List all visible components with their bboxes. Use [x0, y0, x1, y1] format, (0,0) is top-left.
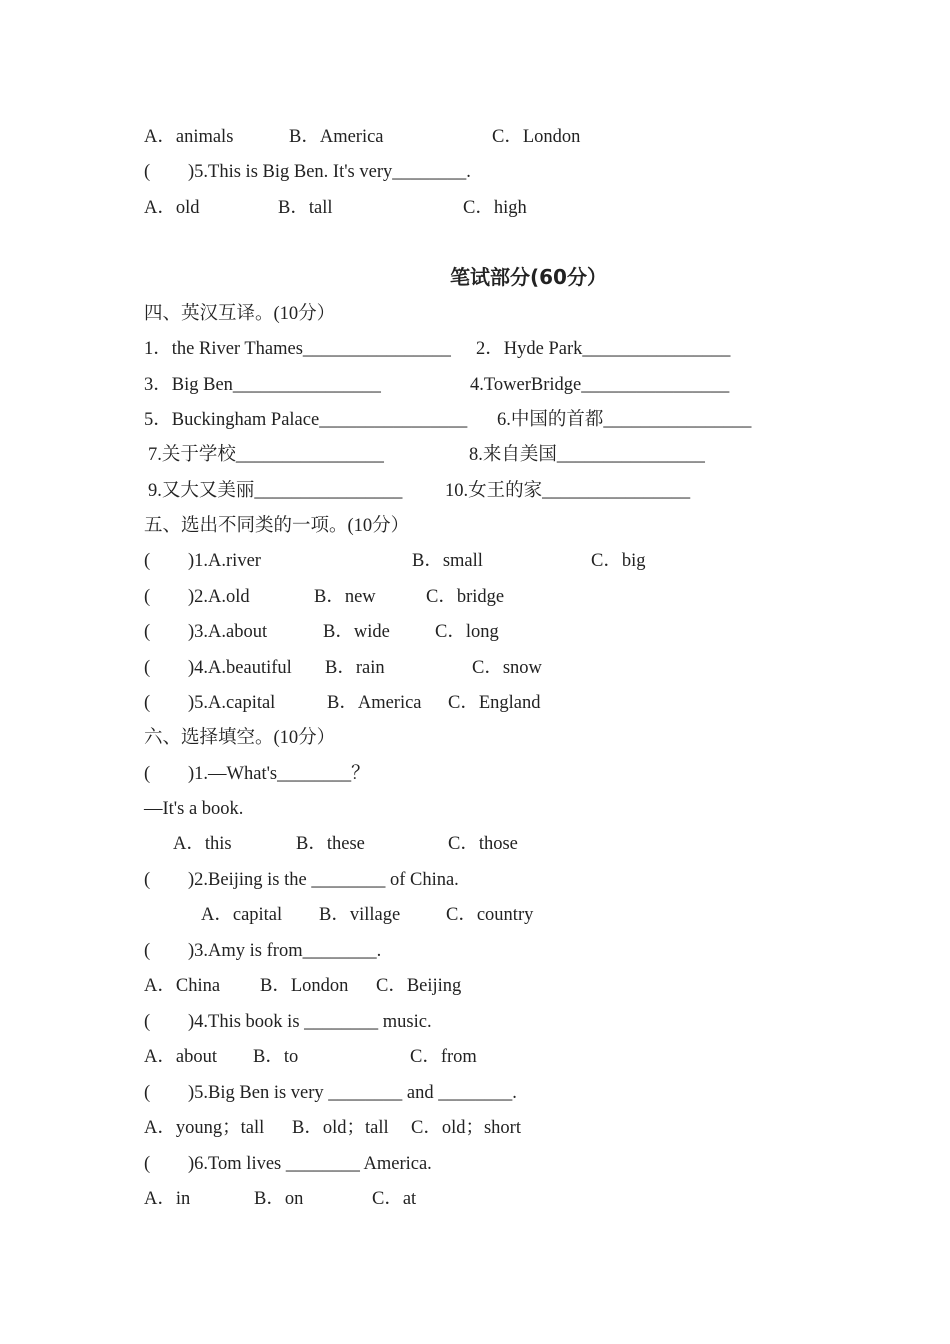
- section4-heading: 四、英汉互译。(10分）: [144, 304, 336, 324]
- answer-paren: (: [144, 162, 151, 182]
- option-b: B．America: [289, 127, 384, 147]
- translation-item: 2．Hyde Park________________: [476, 339, 731, 359]
- option-a: )5.A.capital: [188, 693, 276, 713]
- answer-paren: (: [144, 658, 151, 678]
- answer-paren: (: [144, 764, 151, 784]
- option-b: B．village: [319, 905, 401, 925]
- option-c: C．those: [448, 834, 518, 854]
- option-b: B．rain: [325, 658, 385, 678]
- answer-paren: (: [144, 870, 151, 890]
- translation-row: [144, 373, 730, 397]
- odd-one-out-item: [144, 656, 542, 680]
- odd-one-out-item: [144, 549, 646, 573]
- option-c: C．country: [446, 905, 534, 925]
- choice-question: [144, 868, 459, 892]
- question-text: )6.Tom lives ________ America.: [188, 1154, 432, 1174]
- translation-row: [144, 443, 705, 467]
- option-a: )3.A.about: [188, 622, 268, 642]
- odd-one-out-item: [144, 620, 499, 644]
- translation-item: 5．Buckingham Palace________________: [144, 410, 468, 430]
- option-a: )2.A.old: [188, 587, 250, 607]
- odd-one-out-item: [144, 585, 505, 609]
- option-c: C．high: [463, 198, 527, 218]
- translation-item: 10.女王的家________________: [445, 481, 691, 501]
- choice-options: [144, 974, 462, 998]
- section5-heading: 五、选出不同类的一项。(10分）: [144, 516, 410, 536]
- question-text: )1.—What's________？: [188, 764, 370, 784]
- translation-row: [144, 337, 731, 361]
- q4-options: [144, 125, 581, 149]
- translation-item: 3．Big Ben________________: [144, 375, 381, 395]
- option-a: A．China: [144, 976, 221, 996]
- option-a: A．about: [144, 1047, 217, 1067]
- answer-paren: (: [144, 587, 151, 607]
- choice-question: [144, 1081, 517, 1105]
- option-c: C．big: [591, 551, 646, 571]
- option-a: A．animals: [144, 127, 234, 147]
- question-5: [144, 160, 471, 184]
- translation-row: [144, 408, 752, 432]
- odd-one-out-item: [144, 691, 541, 715]
- option-a: )4.A.beautiful: [188, 658, 292, 678]
- translation-item: 7.关于学校________________: [148, 445, 384, 465]
- choice-options: [144, 1187, 417, 1211]
- question-text: )5.This is Big Ben. It's very________.: [188, 162, 471, 182]
- option-c: C．London: [492, 127, 581, 147]
- translation-row: [144, 479, 691, 503]
- answer-paren: (: [144, 941, 151, 961]
- choice-question: [144, 1010, 432, 1034]
- translation-item: 9.又大又美丽________________: [148, 481, 403, 501]
- question-text: )5.Big Ben is very ________ and ________.: [188, 1083, 517, 1103]
- question-text: )4.This book is ________ music.: [188, 1012, 432, 1032]
- option-a: A．young；tall: [144, 1118, 265, 1138]
- choice-options: [144, 1116, 521, 1140]
- option-a: A．capital: [201, 905, 283, 925]
- option-c: C．from: [410, 1047, 477, 1067]
- q5-options: [144, 196, 527, 220]
- answer-paren: (: [144, 693, 151, 713]
- option-b: B．to: [253, 1047, 299, 1067]
- choice-question: [144, 1152, 432, 1176]
- option-b: B．on: [254, 1189, 304, 1209]
- option-a: )1.A.river: [188, 551, 261, 571]
- option-a: A．old: [144, 198, 200, 218]
- answer-paren: (: [144, 622, 151, 642]
- option-c: C．old；short: [411, 1118, 521, 1138]
- option-b: B．tall: [278, 198, 333, 218]
- answer-paren: (: [144, 551, 151, 571]
- translation-item: 6.中国的首都________________: [497, 410, 752, 430]
- question-text: )2.Beijing is the ________ of China.: [188, 870, 459, 890]
- option-b: B．these: [296, 834, 365, 854]
- option-c: C．at: [372, 1189, 417, 1209]
- section6-heading: 六、选择填空。(10分）: [144, 728, 336, 748]
- option-c: C．bridge: [426, 587, 505, 607]
- choice-question: [144, 762, 370, 786]
- choice-options: [144, 1045, 477, 1069]
- option-b: B．America: [327, 693, 422, 713]
- option-b: B．wide: [323, 622, 390, 642]
- answer-paren: (: [144, 1012, 151, 1032]
- written-part-title: 笔试部分(60分）: [450, 265, 607, 289]
- dialogue-answer: —It's a book.: [144, 799, 244, 819]
- answer-paren: (: [144, 1083, 151, 1103]
- option-c: C．long: [435, 622, 499, 642]
- option-b: B．London: [260, 976, 349, 996]
- question-text: )3.Amy is from________.: [188, 941, 382, 961]
- option-c: C．Beijing: [376, 976, 462, 996]
- option-b: B．old；tall: [292, 1118, 389, 1138]
- translation-item: 1．the River Thames________________: [144, 339, 451, 359]
- choice-options: [144, 832, 518, 856]
- option-c: C．snow: [472, 658, 542, 678]
- choice-question: [144, 939, 382, 963]
- choice-options: [144, 903, 534, 927]
- option-a: A．in: [144, 1189, 191, 1209]
- option-b: B．new: [314, 587, 376, 607]
- translation-item: 4.TowerBridge________________: [470, 375, 730, 395]
- answer-paren: (: [144, 1154, 151, 1174]
- translation-item: 8.来自美国________________: [469, 445, 705, 465]
- option-a: A．this: [173, 834, 232, 854]
- option-b: B．small: [412, 551, 483, 571]
- option-c: C．England: [448, 693, 541, 713]
